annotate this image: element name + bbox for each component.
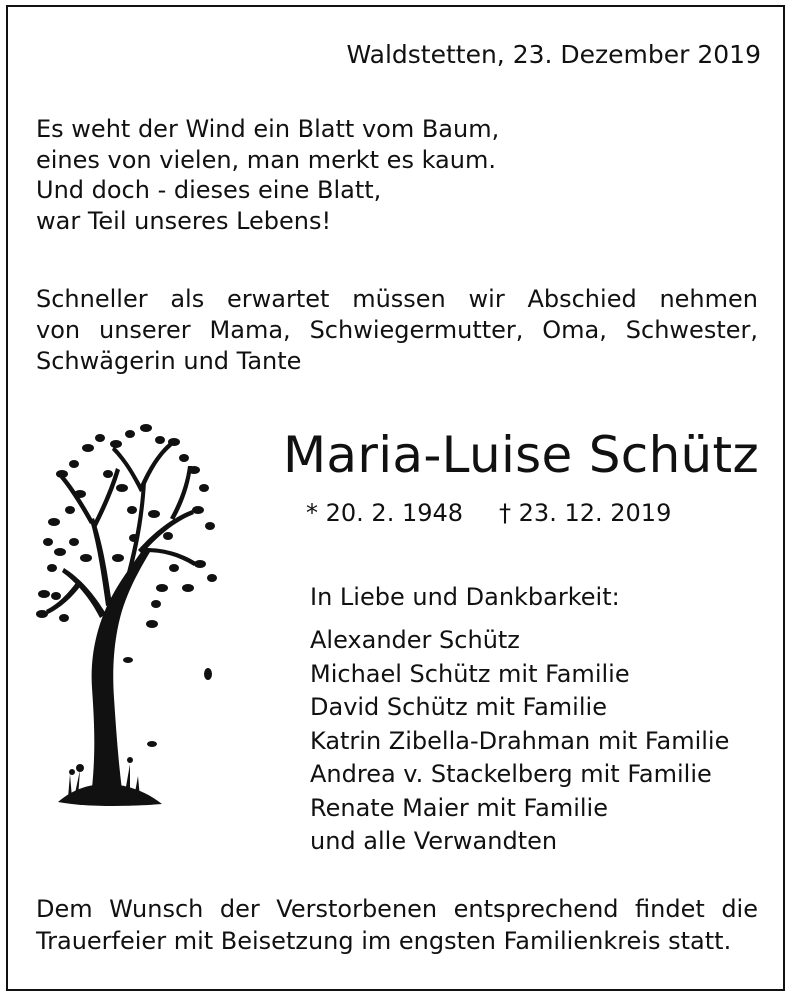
poem-line: Es weht der Wind ein Blatt vom Baum, — [36, 115, 500, 143]
mourner-item: Katrin Zibella-Drahman mit Familie — [310, 726, 730, 755]
thanks-heading: In Liebe und Dankbarkeit: — [310, 583, 620, 611]
tree-silhouette-icon — [34, 418, 224, 818]
life-dates — [306, 498, 671, 528]
intro-line: von unserer Mama, Schwiegermutter, Oma, Schwester, — [36, 316, 758, 344]
intro-text — [36, 284, 758, 377]
intro-line: Schwägerin und Tante — [36, 347, 302, 375]
mourner-item: Andrea v. Stackelberg mit Familie — [310, 760, 712, 788]
closing-line: Dem Wunsch der Verstorbenen entsprechend findet die — [36, 895, 758, 923]
poem-line: eines von vielen, man merkt es kaum. — [36, 145, 496, 174]
intro-line: Schneller als erwartet müssen wir Abschied nehmen — [36, 285, 758, 313]
poem-line: Und doch - dieses eine Blatt, — [36, 176, 382, 204]
mourner-item: Alexander Schütz — [310, 626, 520, 654]
deceased-name: Maria-Luise Schütz — [282, 426, 759, 484]
poem — [36, 114, 499, 236]
mourner-item: Renate Maier mit Familie — [310, 793, 608, 822]
mourner-list — [310, 624, 729, 859]
closing-line: Trauerfeier mit Beisetzung im engsten Familienkreis statt. — [36, 927, 732, 955]
closing-text — [36, 893, 758, 957]
mourner-item: Michael Schütz mit Familie — [310, 659, 630, 688]
poem-line: war Teil unseres Lebens! — [36, 206, 332, 235]
mourner-item: David Schütz mit Familie — [310, 693, 607, 721]
mourner-item: und alle Verwandten — [310, 827, 558, 855]
birth-date: * 20. 2. 1948 — [306, 499, 464, 527]
place-and-date: Waldstetten, 23. Dezember 2019 — [346, 40, 761, 69]
death-date: † 23. 12. 2019 — [499, 499, 672, 527]
